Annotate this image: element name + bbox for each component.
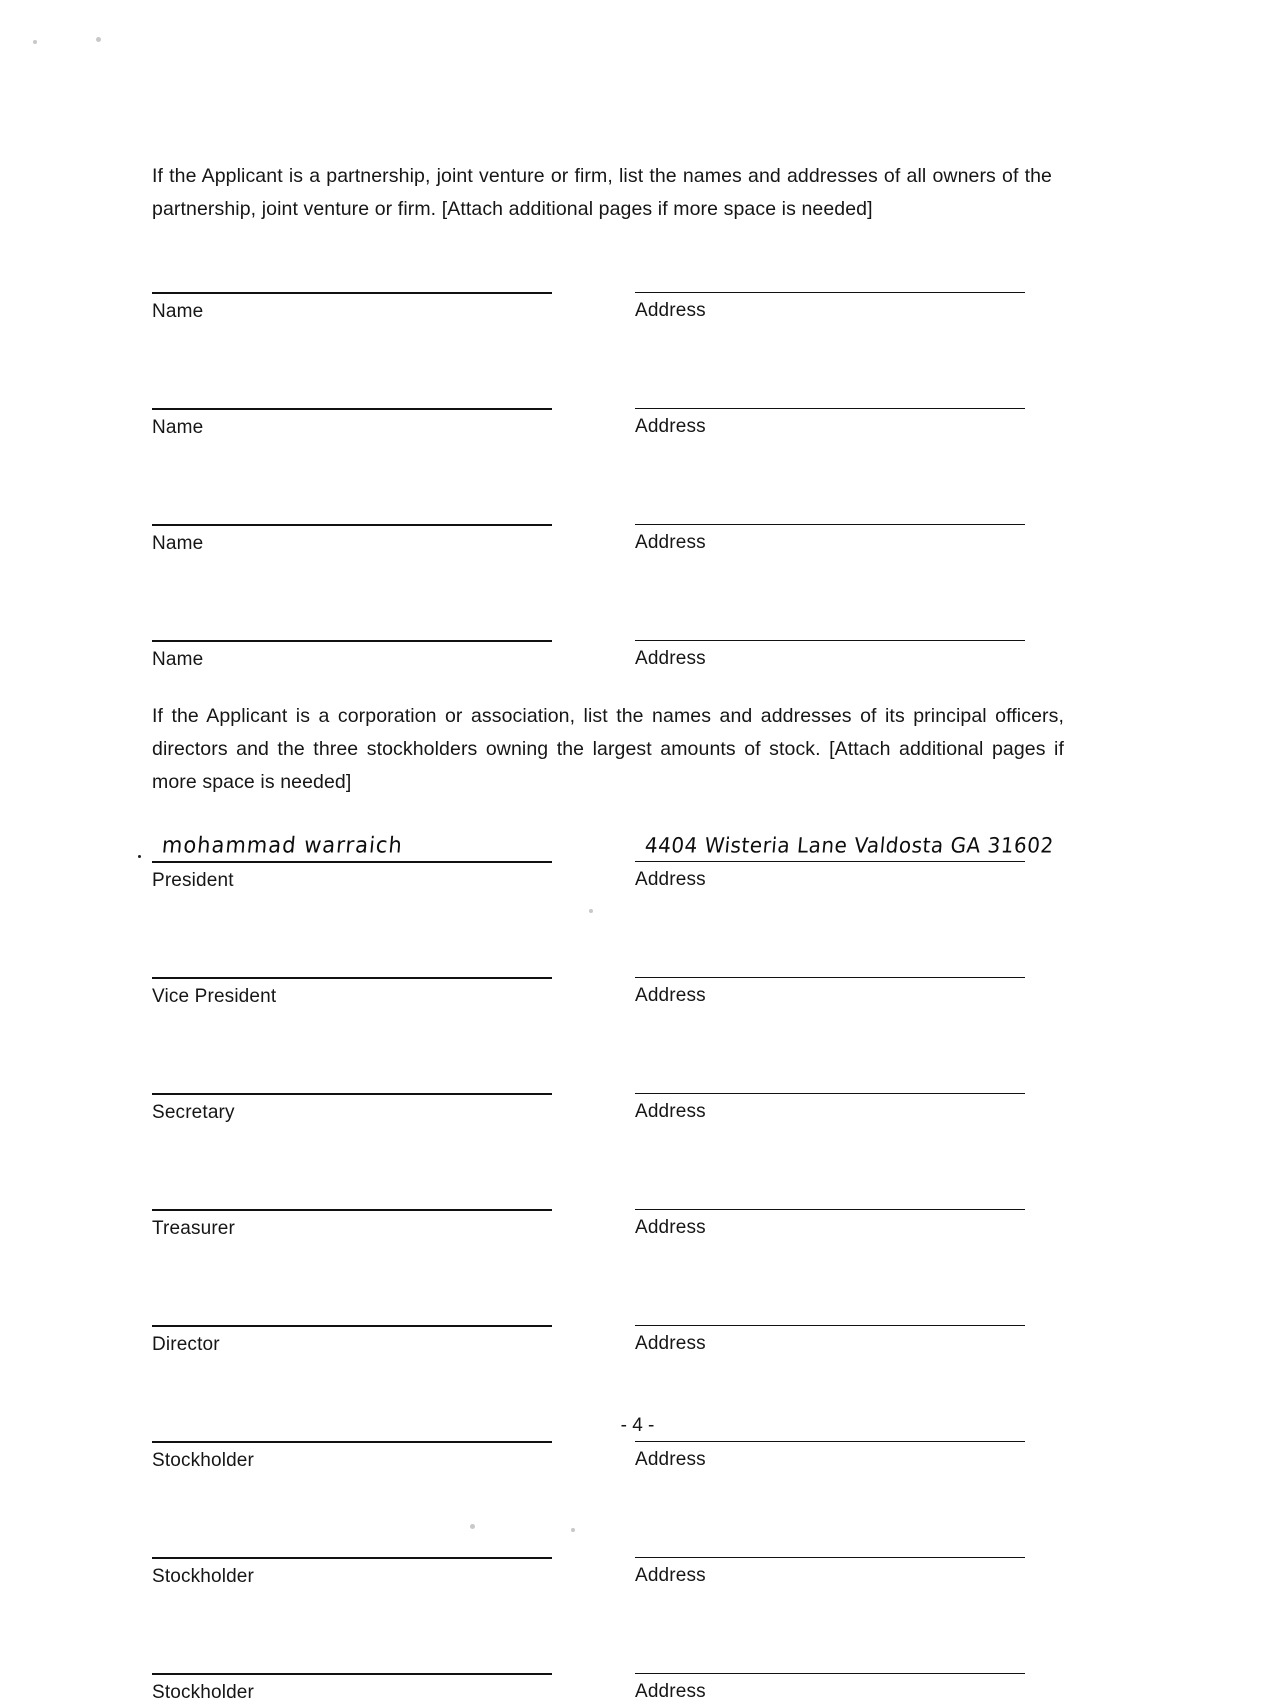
officer-row: [152, 1523, 1032, 1589]
partnership-instructions: If the Applicant is a partnership, joint venture or firm, list the names and addresses of all owners of the partnership, joint venture or firm. [Attach additional pages if more space is needed]: [152, 165, 1052, 220]
officer-name-label: President: [152, 870, 234, 891]
name-entry-area[interactable]: [152, 490, 552, 524]
officer-name-field-group[interactable]: [152, 1291, 552, 1357]
officer-address-field-group[interactable]: [635, 827, 1055, 893]
officer-row: [152, 943, 1032, 1009]
address-label: Address: [635, 416, 706, 437]
officer-name-field-group[interactable]: [152, 827, 552, 893]
officer-name-label: Director: [152, 1334, 220, 1355]
officer-address-entry-area[interactable]: [635, 1175, 1025, 1209]
name-field-group[interactable]: [152, 374, 552, 440]
partnership-fields: [152, 258, 1032, 672]
address-entry-area[interactable]: [635, 374, 1025, 408]
officer-address-entry-area[interactable]: [635, 1523, 1025, 1557]
name-field-group[interactable]: [152, 606, 552, 672]
officer-address-label: Address: [635, 869, 706, 890]
officer-address-field-group[interactable]: [635, 1175, 1025, 1241]
ink-mark-icon: [138, 855, 141, 858]
officer-address-value: 4404 Wisteria Lane Valdosta GA 31602: [643, 832, 1055, 858]
officer-name-label: Secretary: [152, 1102, 235, 1123]
officer-address-label: Address: [635, 1449, 706, 1470]
officer-address-entry-area[interactable]: [635, 943, 1025, 977]
officer-address-field-group[interactable]: [635, 943, 1025, 1009]
address-entry-area[interactable]: [635, 490, 1025, 524]
officer-name-entry-area[interactable]: [152, 1059, 552, 1093]
officer-address-entry-area[interactable]: [635, 827, 1055, 861]
address-label: Address: [635, 648, 706, 669]
name-entry-area[interactable]: [152, 606, 552, 640]
name-entry-area[interactable]: [152, 374, 552, 408]
officer-name-label: Stockholder: [152, 1450, 254, 1471]
officer-name-label: Stockholder: [152, 1682, 254, 1703]
officer-address-entry-area[interactable]: [635, 1639, 1025, 1673]
partnership-row: [152, 606, 1032, 672]
scan-artifact: [33, 40, 37, 44]
officer-address-label: Address: [635, 1217, 706, 1238]
officer-name-entry-area[interactable]: [152, 1639, 552, 1673]
officer-name-field-group[interactable]: [152, 1639, 552, 1705]
officer-address-entry-area[interactable]: [635, 1291, 1025, 1325]
corporation-instructions: If the Applicant is a corporation or association, list the names and addresses of its principal officers, directors and the three stockholders owning the largest amounts of stock. [Attach additional pages if more space is needed]: [152, 705, 1064, 793]
officer-address-label: Address: [635, 1101, 706, 1122]
officer-name-value: mohammad warraich: [160, 832, 404, 858]
officer-name-field-group[interactable]: [152, 1175, 552, 1241]
officer-address-label: Address: [635, 985, 706, 1006]
name-field-group[interactable]: [152, 258, 552, 324]
officer-address-label: Address: [635, 1565, 706, 1586]
officer-name-entry-area[interactable]: [152, 827, 552, 861]
officer-name-label: Vice President: [152, 986, 277, 1007]
corporation-fields: [152, 827, 1055, 1705]
officer-address-field-group[interactable]: [635, 1523, 1025, 1589]
partnership-row: [152, 374, 1032, 440]
name-label: Name: [152, 301, 204, 322]
officer-address-field-group[interactable]: [635, 1291, 1025, 1357]
officer-name-field-group[interactable]: [152, 943, 552, 1009]
officer-name-field-group[interactable]: [152, 1523, 552, 1589]
address-label: Address: [635, 532, 706, 553]
officer-address-field-group[interactable]: [635, 1639, 1025, 1705]
name-label: Name: [152, 649, 204, 670]
name-entry-area[interactable]: [152, 258, 552, 292]
name-field-group[interactable]: [152, 490, 552, 556]
page-number: - 4 -: [620, 1415, 655, 1436]
officer-row: [152, 1291, 1032, 1357]
address-field-group[interactable]: [635, 258, 1025, 324]
partnership-row: [152, 490, 1032, 556]
officer-name-entry-area[interactable]: [152, 1175, 552, 1209]
address-field-group[interactable]: [635, 374, 1025, 440]
scan-artifact: [96, 37, 101, 42]
address-label: Address: [635, 300, 706, 321]
officer-name-entry-area[interactable]: [152, 1523, 552, 1557]
officer-row: [152, 1175, 1032, 1241]
address-entry-area[interactable]: [635, 606, 1025, 640]
officer-address-label: Address: [635, 1333, 706, 1354]
officer-row: [152, 827, 1055, 893]
officer-name-label: Treasurer: [152, 1218, 235, 1239]
officer-address-entry-area[interactable]: [635, 1059, 1025, 1093]
name-label: Name: [152, 533, 204, 554]
address-entry-area[interactable]: [635, 258, 1025, 292]
officer-name-entry-area[interactable]: [152, 1291, 552, 1325]
address-field-group[interactable]: [635, 606, 1025, 672]
address-field-group[interactable]: [635, 490, 1025, 556]
officer-name-field-group[interactable]: [152, 1059, 552, 1125]
officer-address-label: Address: [635, 1681, 706, 1702]
name-label: Name: [152, 417, 204, 438]
officer-name-entry-area[interactable]: [152, 943, 552, 977]
partnership-row: [152, 258, 1032, 324]
officer-row: [152, 1059, 1032, 1125]
officer-name-label: Stockholder: [152, 1566, 254, 1587]
officer-address-field-group[interactable]: [635, 1059, 1025, 1125]
officer-row: [152, 1639, 1032, 1705]
form-content: [152, 160, 1064, 1705]
